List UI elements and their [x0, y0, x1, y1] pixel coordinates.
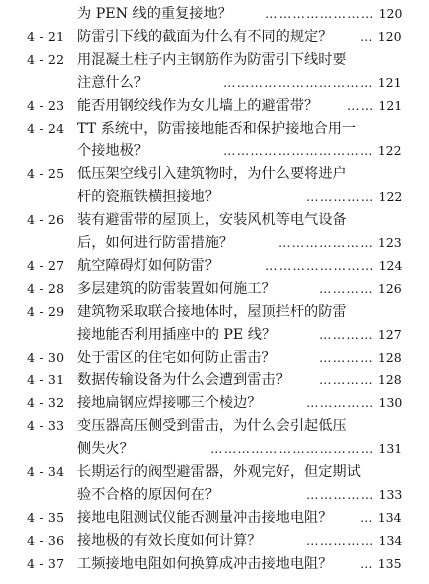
toc-entry-line2 — [0, 232, 429, 254]
toc-leader: ………… — [319, 372, 374, 388]
toc-entry-continuation — [0, 3, 429, 25]
toc-entry-text: 长期运行的阀型避雷器，外观完好，但定期试 — [77, 464, 361, 480]
toc-entry-number: 4 - 22 — [27, 51, 65, 67]
toc-entry-text: 注意什么？ — [77, 74, 148, 91]
toc-page-number: 121 — [378, 97, 403, 113]
toc-page-number: 123 — [377, 235, 402, 250]
toc-leader: …………………… — [265, 6, 375, 21]
toc-page-number: 131 — [378, 441, 403, 457]
toc-entry — [0, 553, 429, 575]
toc-entry-trailer — [278, 232, 402, 254]
toc-entry-text: 杆的瓷瓶铁横担接地？ — [77, 189, 219, 206]
toc-page-number: 134 — [377, 509, 402, 525]
toc-entry-line2 — [0, 484, 429, 506]
toc-entry-text: 后，如何进行防雷措施？ — [77, 235, 234, 251]
toc-leader: ……………………………… — [210, 441, 375, 457]
toc-entry-trailer — [223, 140, 402, 162]
toc-entry-trailer — [306, 530, 402, 552]
toc-entry-number: 4 - 31 — [27, 372, 65, 388]
toc-entry — [0, 347, 429, 369]
toc-entry-text: 低压架空线引入建筑物时，为什么要将进户 — [77, 166, 347, 183]
toc-entry-text: 多层建筑的防雷装置如何施工？ — [77, 280, 276, 297]
toc-leader: … — [360, 509, 374, 525]
toc-entry-line2 — [0, 72, 429, 94]
toc-page-number: 128 — [377, 349, 402, 365]
toc-entry-text: 验不合格的原因何在？ — [77, 486, 219, 503]
toc-entry — [0, 255, 429, 277]
toc-leader: ………………… — [278, 235, 374, 250]
toc-leader: …………………………… — [223, 143, 374, 159]
toc-entry-text: 个接地极？ — [77, 143, 148, 160]
toc-page-number: 127 — [377, 326, 402, 342]
toc-entry-trailer — [360, 507, 402, 529]
toc-entry-line2 — [0, 140, 429, 162]
toc-entry-trailer — [265, 3, 402, 25]
toc-entry-number: 4 - 28 — [27, 280, 65, 296]
toc-entry-trailer — [319, 278, 402, 300]
toc-leader: … — [360, 28, 374, 44]
toc-page-number: 120 — [378, 6, 403, 21]
toc-entry-line2 — [0, 324, 429, 346]
toc-entry-number: 4 - 21 — [27, 28, 65, 44]
toc-page-number: 133 — [378, 486, 403, 502]
toc-entry-number: 4 - 33 — [27, 418, 65, 434]
toc-entry-text: 装有避雷带的屋顶上，安装风机等电气设备 — [77, 212, 347, 229]
toc-entry-trailer — [210, 438, 402, 460]
toc-entry-text: 数据传输设备为什么会遭到雷击？ — [77, 372, 290, 389]
toc-leader: … — [360, 555, 374, 571]
toc-entry-text: 侧失火？ — [77, 441, 134, 458]
toc-entry-number: 4 - 35 — [27, 509, 65, 525]
toc-entry-trailer — [347, 95, 402, 117]
toc-entry-number: 4 - 37 — [27, 555, 65, 571]
toc-entry-text: 接地电阻测试仪能否测量冲击接地电阻？ — [77, 509, 333, 526]
toc-entry-trailer — [319, 347, 402, 369]
toc-entry-trailer — [319, 324, 402, 346]
toc-entry-text: 处于雷区的住宅如何防止雷击？ — [77, 349, 276, 366]
toc-entry-text: 为 PEN 线的重复接地？ — [77, 6, 232, 22]
toc-page-number: 130 — [378, 395, 403, 411]
toc-entry-number: 4 - 32 — [27, 395, 65, 411]
toc-leader: ………… — [319, 280, 374, 296]
toc-entry — [0, 95, 429, 117]
toc-entry-text: 变压器高压侧受到雷击，为什么会引起低压 — [77, 418, 347, 435]
toc-entry-trailer — [306, 186, 402, 208]
toc-entry-text: 接地能否利用插座中的 PE 线？ — [77, 326, 277, 343]
toc-entry — [0, 415, 429, 437]
toc-entry-number: 4 - 30 — [27, 349, 65, 365]
toc-page-number: 121 — [377, 74, 402, 90]
toc-entry-text: 航空障碍灯如何防雷？ — [77, 257, 219, 274]
toc-entry-number: 4 - 36 — [27, 532, 65, 548]
toc-leader: ………… — [319, 326, 374, 342]
toc-entry-trailer — [265, 255, 402, 277]
toc-leader: …………… — [306, 532, 375, 548]
toc-entry — [0, 209, 429, 231]
toc-entry-number: 4 - 24 — [27, 120, 65, 136]
toc-entry — [0, 369, 429, 391]
toc-entry-text: 用混凝土柱子内主钢筋作为防雷引下线时要 — [77, 51, 347, 68]
toc-entry — [0, 118, 429, 140]
toc-entry — [0, 49, 429, 71]
toc-entry — [0, 461, 429, 483]
toc-page-number: 122 — [377, 143, 402, 159]
toc-page-number: 126 — [377, 280, 402, 296]
toc-leader: …………… — [306, 395, 375, 411]
toc-page-number: 124 — [378, 257, 403, 273]
toc-entry-number: 4 - 23 — [27, 97, 65, 113]
toc-entry-number: 4 - 34 — [27, 464, 65, 479]
toc-entry — [0, 530, 429, 552]
toc-entry-text: TT 系统中，防雷接地能否和保护接地合用一 — [77, 120, 357, 137]
toc-entry-text: 能否用钢绞线作为女儿墙上的避雷带？ — [77, 97, 319, 114]
toc-entry-trailer — [360, 26, 402, 48]
toc-entry-trailer — [223, 72, 402, 94]
toc-entry — [0, 278, 429, 300]
toc-entry — [0, 301, 429, 323]
toc-entry-trailer — [319, 369, 402, 391]
toc-entry-text: 建筑物采取联合接地体时，屋顶拦杆的防雷 — [77, 303, 347, 320]
toc-entry-line2 — [0, 186, 429, 208]
toc-entry-number: 4 - 25 — [27, 166, 65, 182]
toc-entry-line2 — [0, 438, 429, 460]
toc-entry-text: 防雷引下线的截面为什么有不同的规定？ — [77, 28, 333, 45]
toc-entry-number: 4 - 29 — [27, 303, 65, 319]
toc-leader: …………………… — [265, 257, 375, 273]
toc-entry-text: 工频接地电阻如何换算成冲击接地电阻？ — [77, 555, 333, 572]
toc-entry-trailer — [306, 484, 402, 506]
toc-page-number: 122 — [378, 189, 403, 205]
toc-leader: …………………………… — [223, 74, 374, 90]
toc-page-number: 120 — [377, 28, 402, 44]
toc-entry-trailer — [360, 553, 402, 575]
toc-entry-number: 4 - 26 — [27, 212, 65, 228]
toc-entry — [0, 163, 429, 185]
toc-entry-text: 接地极的有效长度如何计算？ — [77, 532, 262, 549]
toc-entry-text: 接地扁钢应焊接哪三个棱边？ — [77, 395, 262, 412]
toc-entry — [0, 392, 429, 414]
toc-page-number: 128 — [377, 372, 402, 388]
toc-leader: ………… — [319, 349, 374, 365]
toc-entry — [0, 507, 429, 529]
toc-entry-number: 4 - 27 — [27, 257, 65, 273]
toc-entry-trailer — [306, 392, 402, 414]
toc-page-number: 134 — [378, 532, 403, 548]
toc-entry — [0, 26, 429, 48]
toc-leader: …… — [347, 97, 375, 113]
toc-page-number: 135 — [377, 555, 402, 571]
toc-leader: …………… — [306, 486, 375, 502]
toc-leader: …………… — [306, 189, 375, 205]
